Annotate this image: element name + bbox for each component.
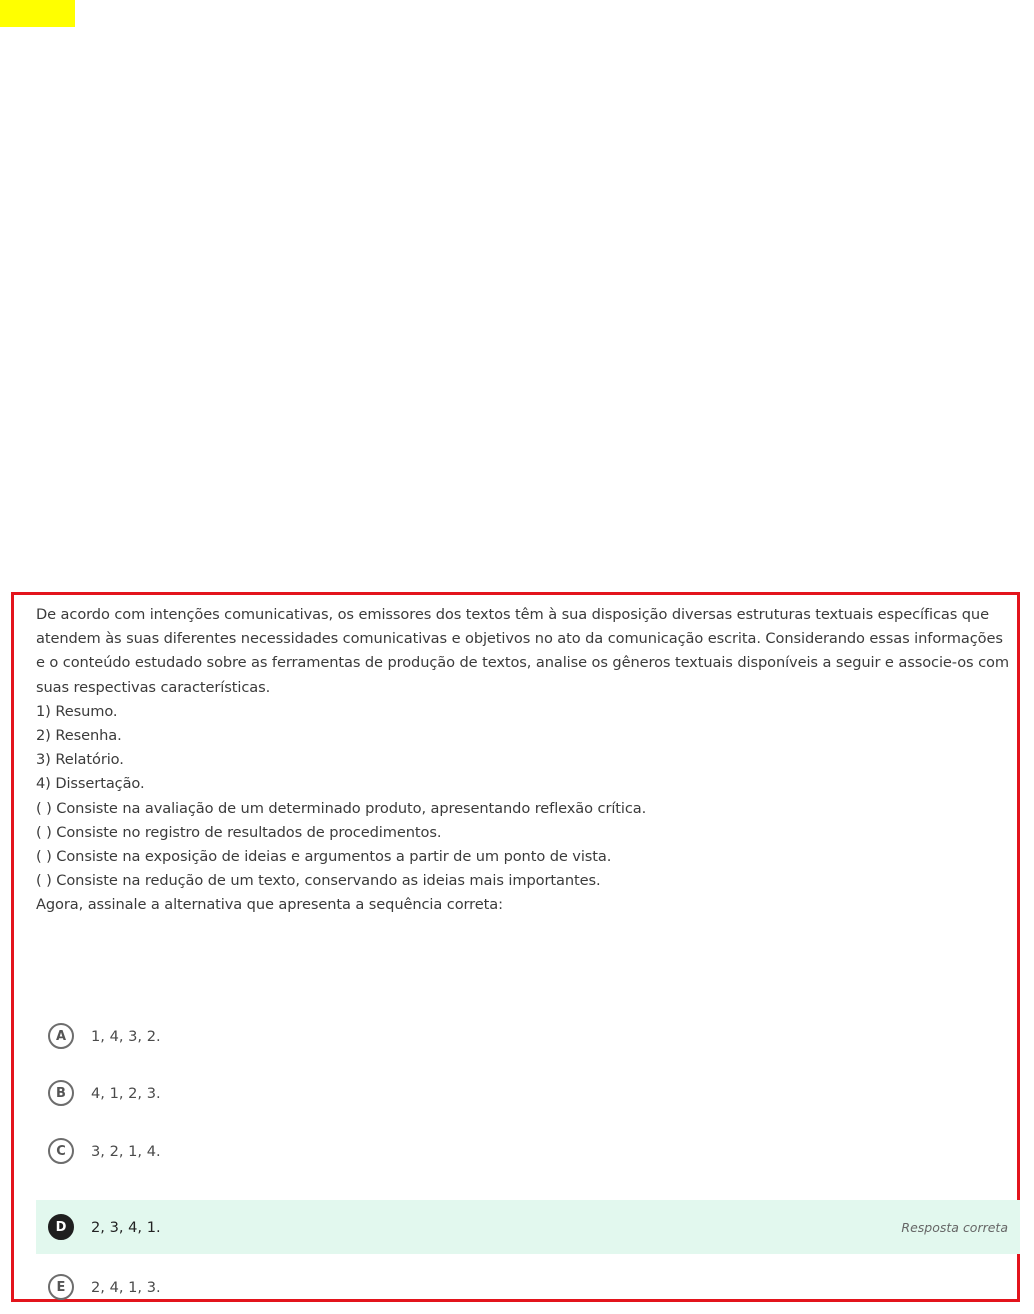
question-paragraph: De acordo com intenções comunicativas, os emissores dos textos têm à sua disposição diversas estruturas textuais específicas que atendem às suas diferentes necessidades comunicativas e objetivos no ato da comunicação escrita. Considerando essas informações e o conteúdo estudado sobre as ferramentas de produção de textos, analise os gêneros textuais disponíveis a seguir e associe-os com suas respectivas características.	[36, 606, 1009, 696]
alternative-text-e: 2, 4, 1, 3.	[91, 1278, 161, 1296]
genre-item-2: 2) Resenha.	[36, 727, 122, 745]
alternative-letter-b: B	[48, 1080, 74, 1106]
genre-item-4: 4) Dissertação.	[36, 775, 145, 793]
correct-answer-label: Resposta correta	[901, 1219, 1008, 1235]
statement-4: ( ) Consiste na redução de um texto, conservando as ideias mais importantes.	[36, 872, 601, 890]
alternative-b[interactable]	[36, 1066, 1020, 1120]
statement-3: ( ) Consiste na exposição de ideias e argumentos a partir de um ponto de vista.	[36, 848, 612, 866]
alternative-d[interactable]	[36, 1200, 1020, 1254]
alternative-e[interactable]	[36, 1260, 1020, 1314]
alternative-letter-e: E	[48, 1274, 74, 1300]
question-text	[36, 603, 1011, 918]
alternative-text-d: 2, 3, 4, 1.	[91, 1218, 161, 1236]
alternative-c[interactable]	[36, 1124, 1020, 1178]
alternative-letter-a: A	[48, 1023, 74, 1049]
alternative-letter-c: C	[48, 1138, 74, 1164]
alternative-letter-d: D	[48, 1214, 74, 1240]
genre-item-1: 1) Resumo.	[36, 702, 118, 720]
statement-2: ( ) Consiste no registro de resultados de procedimentos.	[36, 823, 442, 841]
alternative-a[interactable]	[36, 1009, 1020, 1063]
statement-1: ( ) Consiste na avaliação de um determinado produto, apresentando reflexão crítica.	[36, 799, 647, 817]
question-prompt: Agora, assinale a alternativa que apresenta a sequência correta:	[36, 896, 503, 914]
genre-item-3: 3) Relatório.	[36, 751, 124, 769]
alternative-text-b: 4, 1, 2, 3.	[91, 1084, 161, 1102]
alternative-text-c: 3, 2, 1, 4.	[91, 1142, 161, 1160]
question-box	[11, 592, 1020, 1302]
alternative-text-a: 1, 4, 3, 2.	[91, 1027, 161, 1045]
yellow-highlight-mark	[0, 0, 75, 27]
